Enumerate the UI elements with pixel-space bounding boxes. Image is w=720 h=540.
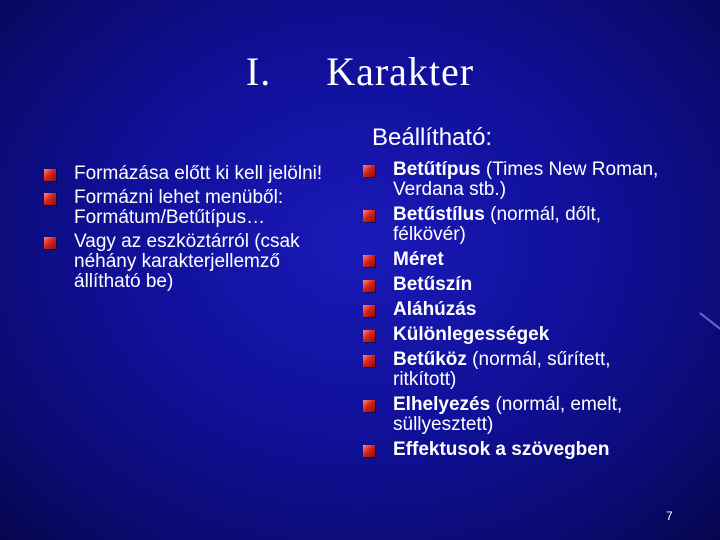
list-item (44, 188, 344, 228)
list-item (363, 250, 663, 270)
list-item-text: Formázása előtt ki kell jelölni! (74, 163, 323, 184)
list-item (363, 275, 663, 295)
bullet-icon (44, 169, 56, 181)
list-item (44, 164, 344, 184)
bullet-icon (363, 210, 375, 222)
list-item-detail: (Times New Roman, Verdana stb.) (393, 159, 659, 200)
list-item (363, 205, 663, 245)
left-bullet-list (44, 164, 344, 296)
bullet-icon (363, 255, 375, 267)
list-item (44, 232, 344, 292)
list-item-detail: (normál, emelt, süllyesztett) (393, 394, 623, 435)
list-item-term: Betűstílus (393, 204, 485, 225)
bullet-icon (363, 445, 375, 457)
right-column-header: Beállítható: (372, 124, 493, 151)
list-item-detail: (normál, dőlt, félkövér) (393, 204, 602, 245)
list-item-term: Effektusok a szövegben (393, 439, 610, 460)
slide-title (0, 48, 720, 95)
bullet-icon (363, 400, 375, 412)
list-item (363, 160, 663, 200)
decorative-line (700, 312, 720, 329)
list-item (363, 325, 663, 345)
list-item (363, 440, 663, 460)
list-item-term: Betűköz (393, 349, 467, 370)
list-item-term: Betűszín (393, 274, 473, 295)
bullet-icon (363, 355, 375, 367)
list-item-text: Formázni lehet menüből: Formátum/Betűtípus… (74, 187, 284, 228)
bullet-icon (363, 280, 375, 292)
bullet-icon (363, 165, 375, 177)
title-number: I. (245, 49, 272, 94)
bullet-icon (363, 330, 375, 342)
bullet-icon (44, 237, 56, 249)
list-item-text: Vagy az eszköztárról (csak néhány karakterjellemző állítható be) (74, 231, 300, 292)
list-item (363, 395, 663, 435)
bullet-icon (363, 305, 375, 317)
page-number: 7 (666, 509, 673, 523)
list-item-detail: (normál, sűrített, ritkított) (393, 349, 611, 390)
right-bullet-list (363, 160, 663, 465)
title-text: Karakter (326, 49, 475, 94)
list-item-term: Aláhúzás (393, 299, 477, 320)
list-item (363, 350, 663, 390)
list-item-term: Különlegességek (393, 324, 550, 345)
list-item-term: Méret (393, 249, 444, 270)
list-item-term: Elhelyezés (393, 394, 491, 415)
list-item-term: Betűtípus (393, 159, 481, 180)
list-item (363, 300, 663, 320)
bullet-icon (44, 193, 56, 205)
